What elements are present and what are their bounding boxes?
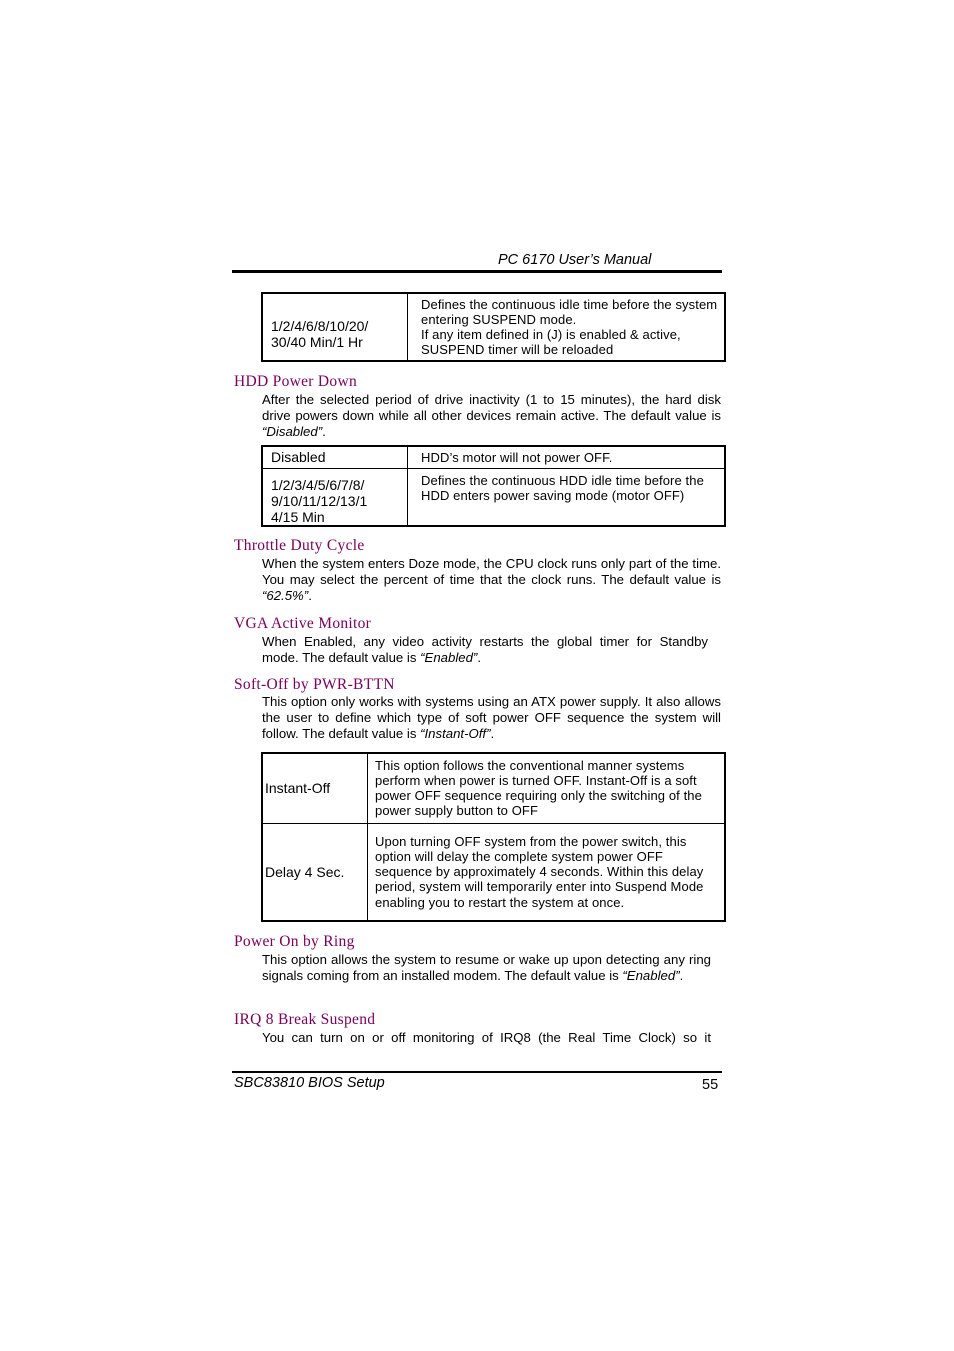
default-value: “Enabled” bbox=[622, 968, 680, 983]
table-row bbox=[262, 753, 725, 823]
option-value: Disabled bbox=[262, 446, 408, 468]
running-footer-title: SBC83810 BIOS Setup bbox=[234, 1075, 385, 1091]
paragraph-text: This option only works with systems using an ATX power supply. It also allows the user to define which type of soft power OFF sequence the system will follow. The default value is bbox=[262, 694, 721, 741]
option-value: Delay 4 Sec. bbox=[262, 823, 368, 921]
table-row bbox=[262, 468, 725, 526]
paragraph-text: When the system enters Doze mode, the CPU clock runs only part of the time. You may select the percent of time that the clock runs. The default value is bbox=[262, 556, 721, 587]
header-rule bbox=[232, 270, 722, 273]
section-text-power-on-by-ring bbox=[262, 952, 711, 984]
section-heading-power-on-by-ring: Power On by Ring bbox=[234, 933, 355, 950]
option-description: HDD’s motor will not power OFF. bbox=[408, 446, 726, 468]
option-value: 1/2/3/4/5/6/7/8/ 9/10/11/12/13/1 4/15 Min bbox=[262, 468, 408, 526]
section-heading-throttle-duty-cycle: Throttle Duty Cycle bbox=[234, 537, 365, 554]
section-text-throttle-duty-cycle bbox=[262, 556, 721, 604]
paragraph-end: . bbox=[308, 588, 312, 603]
suspend-timer-table bbox=[261, 292, 726, 362]
option-value: Instant-Off bbox=[262, 753, 368, 823]
soft-off-table bbox=[261, 752, 726, 922]
section-heading-soft-off: Soft-Off by PWR-BTTN bbox=[234, 676, 395, 693]
table-row bbox=[262, 293, 725, 361]
paragraph-end: . bbox=[490, 726, 495, 741]
paragraph-end: . bbox=[477, 650, 481, 665]
paragraph-text: When Enabled, any video activity restarts the global timer for Standby mode. The default value is bbox=[262, 634, 708, 665]
default-value: “62.5%” bbox=[262, 588, 309, 603]
table-row bbox=[262, 823, 725, 921]
option-value: 1/2/4/6/8/10/20/ 30/40 Min/1 Hr bbox=[262, 293, 408, 361]
paragraph-end: . bbox=[679, 968, 684, 983]
default-value: “Disabled” bbox=[262, 424, 323, 439]
section-text-irq8-break-suspend bbox=[262, 1030, 711, 1046]
default-value: “Instant-Off” bbox=[420, 726, 491, 741]
running-header-title: PC 6170 User’s Manual bbox=[498, 252, 652, 268]
option-description: Defines the continuous idle time before the system entering SUSPEND mode. If any item defined in (J) is enabled & active, SUSPEND timer will be reloaded bbox=[408, 293, 726, 361]
section-heading-hdd-power-down: HDD Power Down bbox=[234, 373, 358, 390]
option-description: Defines the continuous HDD idle time before the HDD enters power saving mode (motor OFF) bbox=[408, 468, 726, 526]
default-value: “Enabled” bbox=[420, 650, 478, 665]
footer-rule bbox=[232, 1071, 722, 1073]
paragraph-text: This option allows the system to resume or wake up upon detecting any ring signals coming from an installed modem. The default value is bbox=[262, 952, 711, 983]
paragraph-text: You can turn on or off monitoring of IRQ8 (the Real Time Clock) so it bbox=[262, 1030, 711, 1045]
paragraph-end: . bbox=[322, 424, 326, 439]
section-heading-irq8-break-suspend: IRQ 8 Break Suspend bbox=[234, 1011, 376, 1028]
page-number: 55 bbox=[702, 1077, 719, 1093]
table-row bbox=[262, 446, 725, 468]
section-text-hdd-power-down bbox=[262, 392, 721, 440]
section-heading-vga-active-monitor: VGA Active Monitor bbox=[234, 615, 372, 632]
section-text-vga-active-monitor bbox=[262, 634, 708, 666]
option-description: Upon turning OFF system from the power switch, this option will delay the complete system power OFF sequence by approximately 4 seconds. Within this delay period, system will temporarily enter into Suspend Mode enabling you to restart the system at once. bbox=[368, 823, 726, 921]
option-description: This option follows the conventional manner systems perform when power is turned OFF. Instant-Off is a soft power OFF sequence requiring only the switching of the power supply button to OFF bbox=[368, 753, 726, 823]
paragraph-text: After the selected period of drive inactivity (1 to 15 minutes), the hard disk drive powers down while all other devices remain active. The default value is bbox=[262, 392, 721, 423]
section-text-soft-off bbox=[262, 694, 721, 742]
hdd-power-down-table bbox=[261, 445, 726, 527]
